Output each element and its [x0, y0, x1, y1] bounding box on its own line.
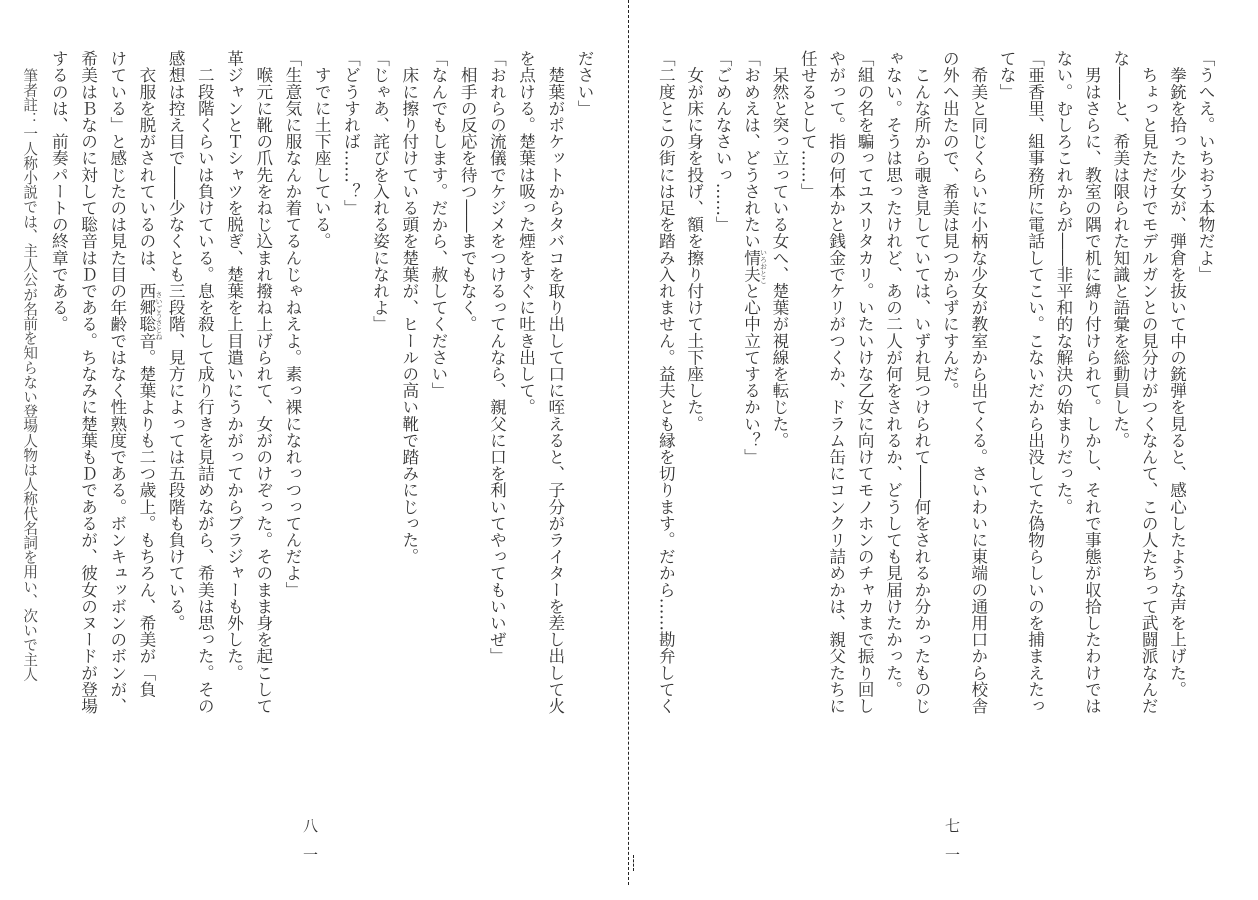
text-column: 呆然と突っ立っている女へ、楚葉が視線を転じた。	[769, 50, 789, 449]
text-column: 「組の名を騙ってユスリタカリ。いたいけな乙女に向けてモノホンのチャカまで振り回し	[855, 50, 875, 714]
text-column: 「おめえは、どうされたい情夫と心中立てするかい？」	[741, 50, 761, 465]
page-number-left: 八一	[301, 818, 319, 876]
text-column: 女が床に身を投げ、額を擦り付けて土下座した。	[684, 50, 704, 432]
text-column: ない。むしろこれからが――非平和的な解決の始まりだった。	[1053, 50, 1073, 515]
text-column: 「ごめんなさいっ……」	[713, 50, 733, 233]
text-column: 希美はＢなのに対して聡音はＤである。ちなみに楚葉もＤであるが、彼女のヌードが登場	[78, 50, 98, 714]
text-column: 「どうすれば……？」	[341, 50, 361, 216]
text-column: ちょっと見ただけでモデルガンとの見分けがつくなんて、この人たちって武闘派なんだ	[1139, 50, 1159, 714]
text-column: やがって。指の何本かと銭金でケリがつくか、ドラム缶にコンクリ詰めかは、親父たちに	[826, 50, 846, 714]
text-column: 感想は控え目で――少なくとも三段階、見方によっては五段階も負けている。	[166, 50, 186, 631]
text-column: するのは、前奏パートの終章である。	[49, 50, 69, 333]
text-column: 床に擦り付けている頭を楚葉が、ヒールの高い靴で踏みにじった。	[399, 50, 419, 565]
right-page-text	[651, 50, 1219, 730]
text-column: 男はさらに、教室の隅で机に縛り付けられて。しかし、それで事態が収拾したわけでは	[1082, 50, 1102, 714]
page-number-right: 七一	[943, 818, 961, 876]
text-column: 「じゃあ、詫びを入れる姿になれよ」	[370, 50, 390, 333]
text-column: ゃない。そうは思ったけれど、あの二人が何をされるか、どうしても見届けたかった。	[883, 50, 903, 698]
left-page-text	[15, 50, 599, 730]
text-column: ださい」	[575, 50, 594, 117]
text-column: 「生意気に服なんか着てるんじゃねえよ。素っ裸になれっつってんだよ」	[282, 50, 302, 598]
text-column: 相手の反応を待つ――までもなく。	[458, 50, 478, 333]
ruby-reading: さいごうさとね	[154, 291, 163, 341]
page-gutter-divider	[628, 0, 629, 885]
text-column: の外へ出たので、希美は見つからずにすんだ。	[940, 50, 960, 399]
text-column: てな」	[997, 50, 1017, 100]
text-column: な――と、希美は限られた知識と語彙を総動員した。	[1110, 50, 1130, 449]
text-column: けている」と感じたのは見た目の年齢ではなく性熟度である。ボンキュッボンのボンが、	[107, 50, 127, 714]
text-column: 衣服を脱がされているのは、西郷聡音。楚葉よりも二つ歳上。もちろん、希美が「負	[136, 50, 156, 698]
text-column: こんな所から覗き見していては、いずれ見つけられて――何をされるか分かったものじ	[911, 50, 931, 714]
text-column: 「亜香里、組事務所に電話してこい。こないだから出没してた偽物らしいのを捕まえたっ	[1025, 50, 1045, 714]
text-column: すでに土下座している。	[312, 50, 332, 250]
text-column: 喉元に靴の爪先をねじ込まれ撥ね上げられて、女がのけぞった。そのまま身を起こして	[253, 50, 273, 714]
ruby-reading: いろおとこ	[759, 249, 768, 285]
text-column: 希美と同じくらいに小柄な少女が教室から出てくる。さいわいに東端の通用口から校舎	[968, 50, 988, 714]
text-column: 「おれらの流儀でケジメをつけるってんなら、親父に口を利いてやってもいいぜ」	[487, 50, 507, 665]
author-footnote: 筆者註：一人称小説では、主人公が名前を知らない登場人物は人称代名詞を用い、次いで主人	[21, 68, 39, 682]
text-column: 「二度とこの街には足を踏み入れません。益夫とも縁を切ります。だから……勘弁してく	[656, 50, 676, 714]
text-column: 拳銃を拾った少女が、弾倉を抜いて中の銃弾を見ると、感心したような声を上げた。	[1167, 50, 1187, 698]
text-column: 「なんでもします。だから、赦してください」	[428, 50, 448, 399]
text-column: 「うへえ。いちおう本物だよ」	[1196, 50, 1215, 283]
text-column: 楚葉がポケットからタバコを取り出して口に咥えると、子分がライターを差し出して火	[545, 50, 565, 714]
text-column: 二段階くらいは負けている。息を殺して成り行きを見詰めながら、希美は思った。その	[195, 50, 215, 714]
gutter-mark	[633, 855, 634, 871]
text-column: 任せるとして……」	[798, 50, 818, 200]
text-column: 革ジャンとＴシャツを脱ぎ、楚葉を上目遣いにうかがってからブラジャーも外した。	[224, 50, 244, 681]
text-column: を点ける。楚葉は吸った煙をすぐに吐き出して。	[516, 50, 536, 416]
